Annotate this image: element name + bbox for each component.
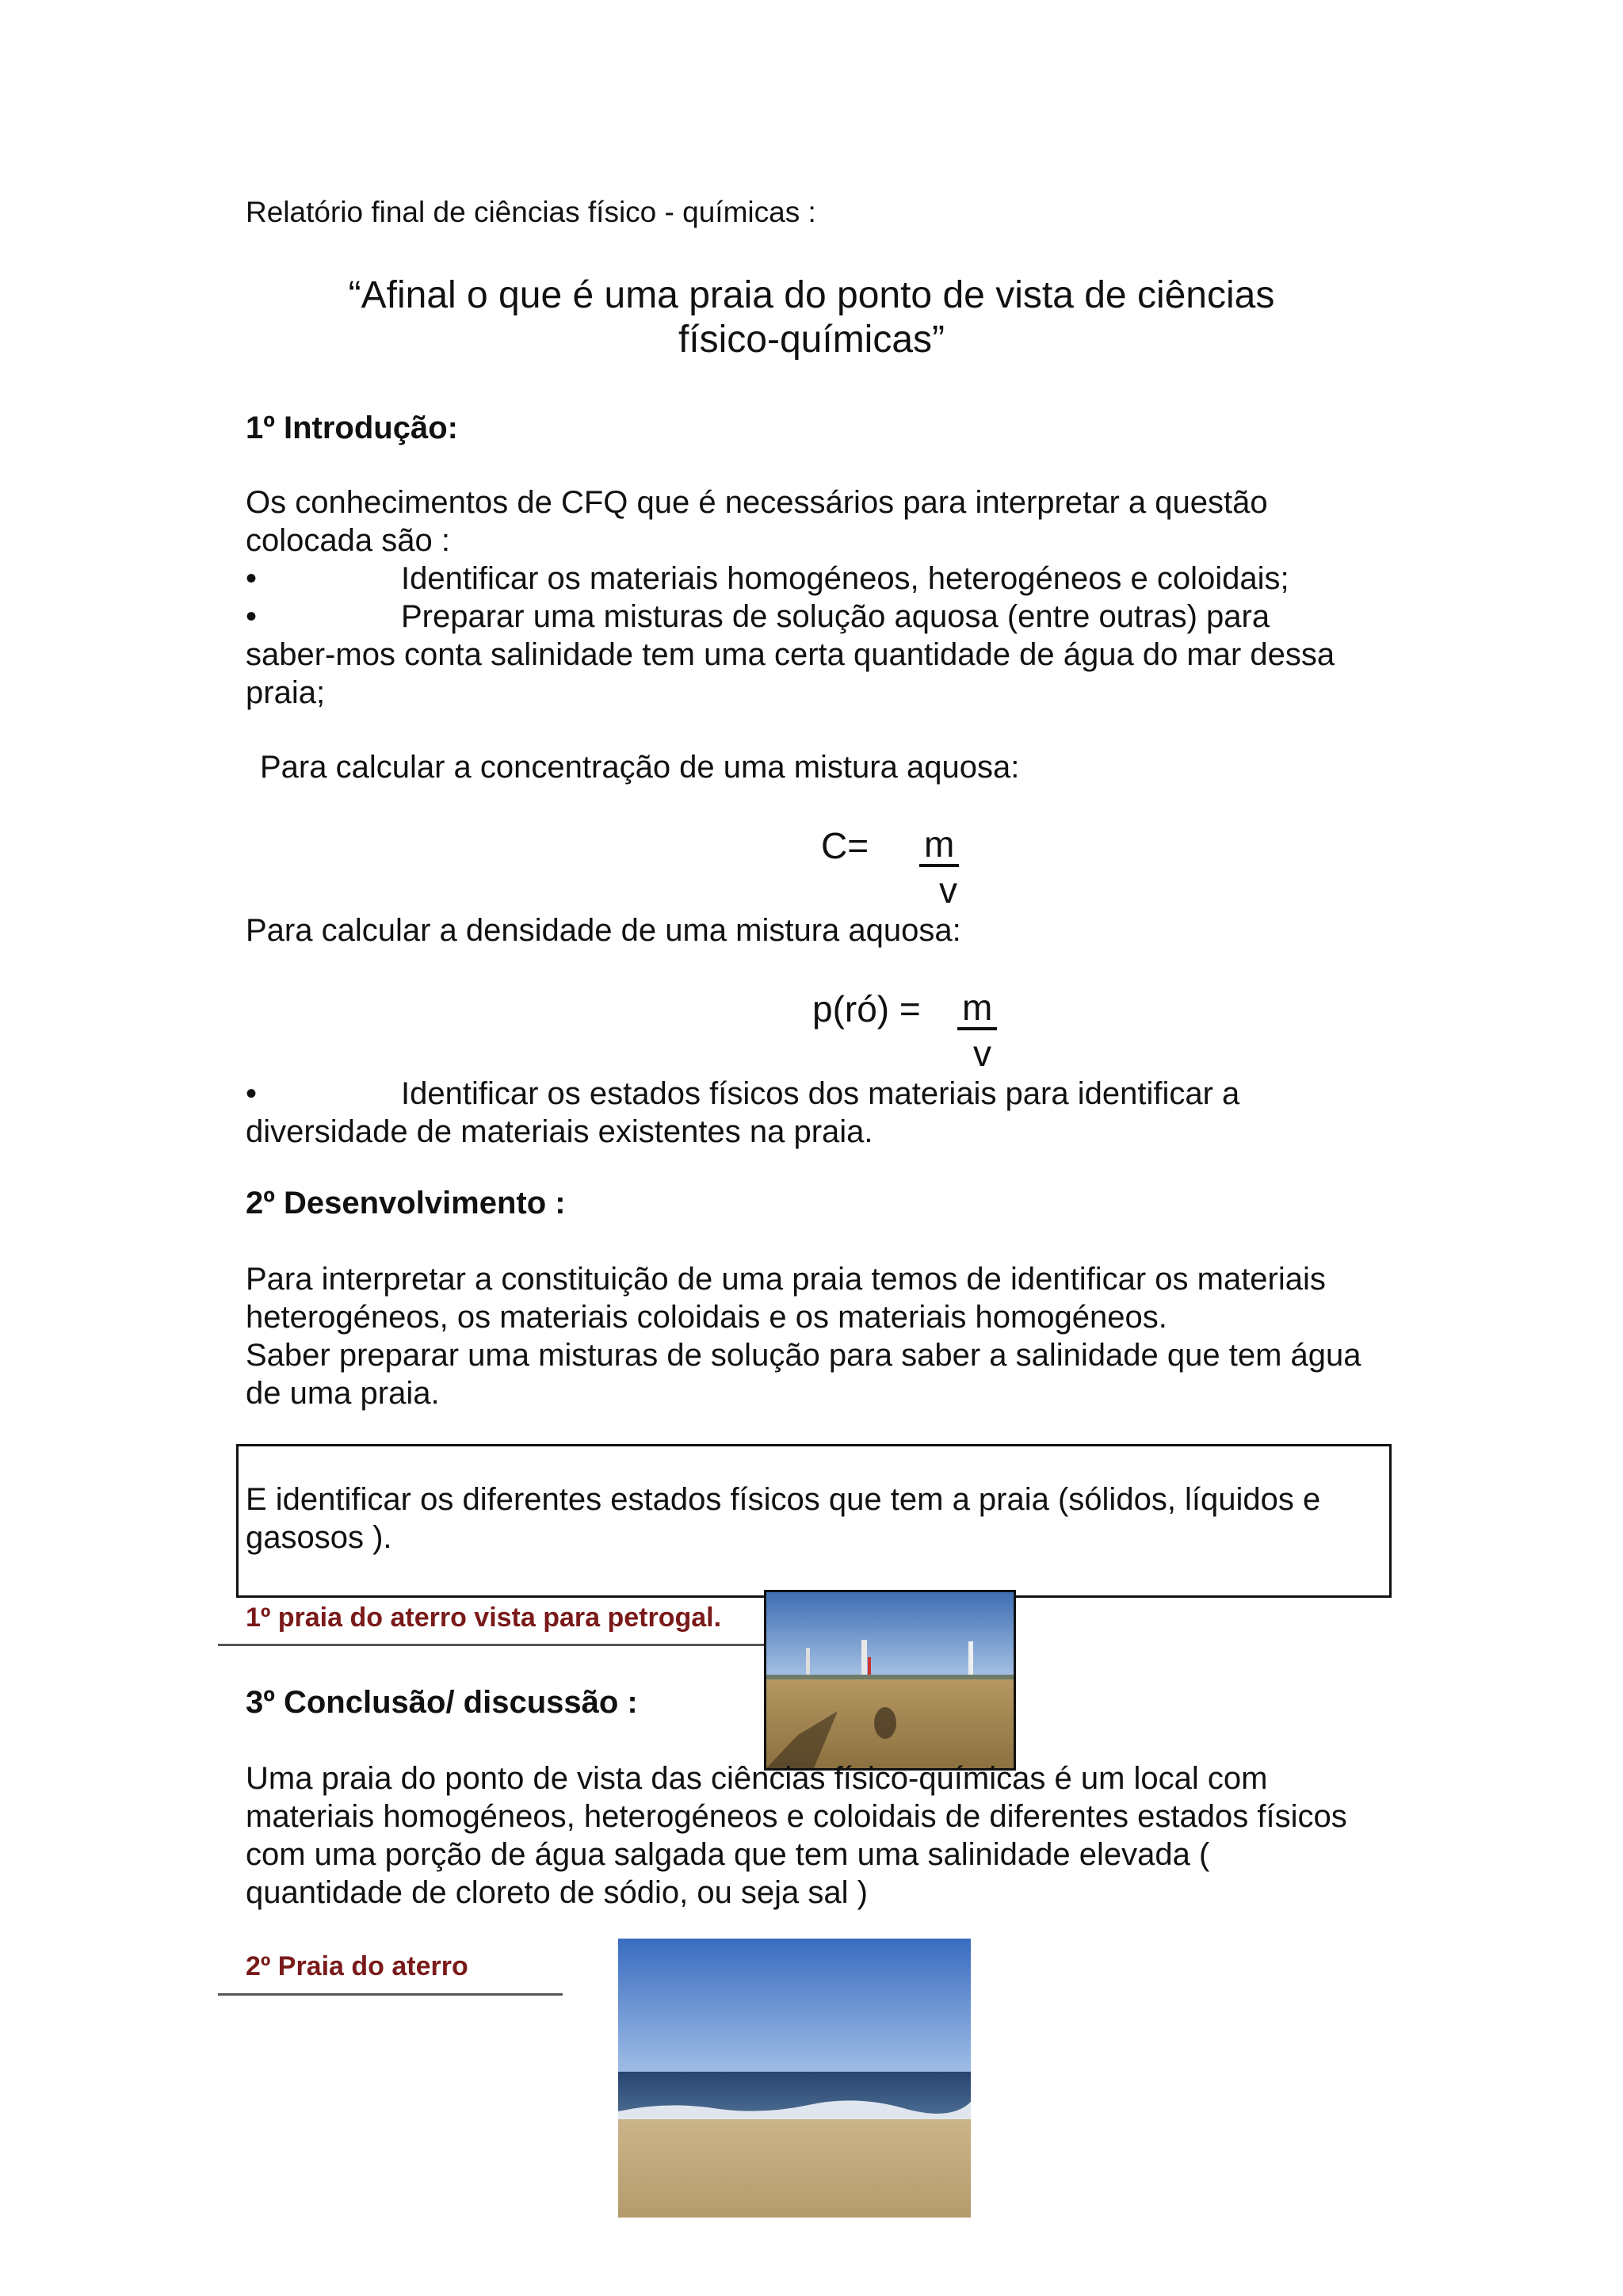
bullet-2-line-3: praia;	[246, 675, 326, 710]
dev-line-2: heterogéneos, os materiais coloidais e os materiais homogéneos.	[246, 1300, 1167, 1335]
dev-line-4: de uma praia.	[246, 1376, 440, 1411]
bullet-text: Identificar os materiais homogéneos, heterogéneos e coloidais;	[401, 561, 1289, 596]
intro-paragraph	[246, 483, 1268, 560]
development-heading: 2º Desenvolvimento :	[246, 1186, 566, 1221]
beach-photo-aterro-image	[618, 1939, 971, 2218]
title-line-1: “Afinal o que é uma praia do ponto de vista de ciências	[348, 274, 1275, 316]
formula-concentration-denominator: v	[939, 869, 957, 911]
bullet-item-2	[246, 598, 1434, 636]
numerator-m: m	[957, 988, 997, 1030]
dev-line-3: Saber preparar uma misturas de solução para saber a salinidade que tem água	[246, 1338, 1361, 1373]
bullet-text: Preparar uma misturas de solução aquosa (entre outras) para	[401, 599, 1270, 634]
beach-photo-petrogal	[764, 1590, 1016, 1771]
intro-p1-line-1: Os conhecimentos de CFQ que é necessários para interpretar a questão	[246, 485, 1268, 520]
bullet-item-1	[246, 560, 1434, 598]
beach-photo-petrogal-image	[766, 1592, 1014, 1768]
formula-concentration-numerator	[919, 823, 959, 867]
bullet-text: Identificar os estados físicos dos materiais para identificar a	[401, 1076, 1240, 1111]
beach-photo-aterro	[618, 1939, 971, 2218]
conclusion-paragraph	[246, 1759, 1347, 1912]
title-line-2: físico-químicas”	[678, 319, 945, 361]
caption-2-rule	[218, 1993, 563, 1996]
document-title	[246, 273, 1377, 362]
intro-p1-line-2: colocada são :	[246, 523, 450, 558]
bullet-item-3	[246, 1075, 1434, 1113]
bullet-icon: •	[246, 561, 258, 596]
bullet-item-2-continuation	[246, 636, 1335, 712]
highlighted-text	[246, 1480, 1320, 1557]
concentration-label: Para calcular a concentração de uma mistura aquosa:	[260, 750, 1020, 785]
formula-concentration-lhs: C=	[821, 825, 869, 866]
box-line-1: E identificar os diferentes estados físicos que tem a praia (sólidos, líquidos e	[246, 1482, 1321, 1517]
bullet-2-line-2: saber-mos conta salinidade tem uma certa quantidade de água do mar dessa	[246, 637, 1335, 672]
conclusion-line-1: Uma praia do ponto de vista das ciências físico-químicas é um local com	[246, 1761, 1268, 1796]
intro-heading: 1º Introdução:	[246, 411, 458, 445]
box-line-2: gasosos ).	[246, 1520, 392, 1555]
conclusion-line-4: quantidade de cloreto de sódio, ou seja sal )	[246, 1875, 868, 1910]
development-paragraph	[246, 1260, 1361, 1412]
formula-density-numerator	[957, 986, 997, 1030]
formula-density-denominator: v	[973, 1033, 991, 1074]
bullet-icon: •	[246, 1076, 258, 1111]
density-label: Para calcular a densidade de uma mistura aquosa:	[246, 913, 961, 948]
conclusion-heading: 3º Conclusão/ discussão :	[246, 1685, 638, 1720]
conclusion-line-2: materiais homogéneos, heterogéneos e coloidais de diferentes estados físicos	[246, 1799, 1347, 1834]
figure-1-caption: 1º praia do aterro vista para petrogal.	[246, 1603, 722, 1633]
bullet-item-3-continuation: diversidade de materiais existentes na praia.	[246, 1114, 873, 1149]
figure-2-caption: 2º Praia do aterro	[246, 1951, 468, 1981]
numerator-m: m	[919, 824, 959, 867]
document-subtitle: Relatório final de ciências físico - químicas :	[246, 196, 816, 228]
bullet-icon: •	[246, 599, 258, 634]
formula-density-lhs: p(ró) =	[812, 988, 921, 1030]
caption-1-rule	[218, 1644, 765, 1646]
conclusion-line-3: com uma porção de água salgada que tem uma salinidade elevada (	[246, 1837, 1210, 1872]
dev-line-1: Para interpretar a constituição de uma praia temos de identificar os materiais	[246, 1262, 1326, 1297]
